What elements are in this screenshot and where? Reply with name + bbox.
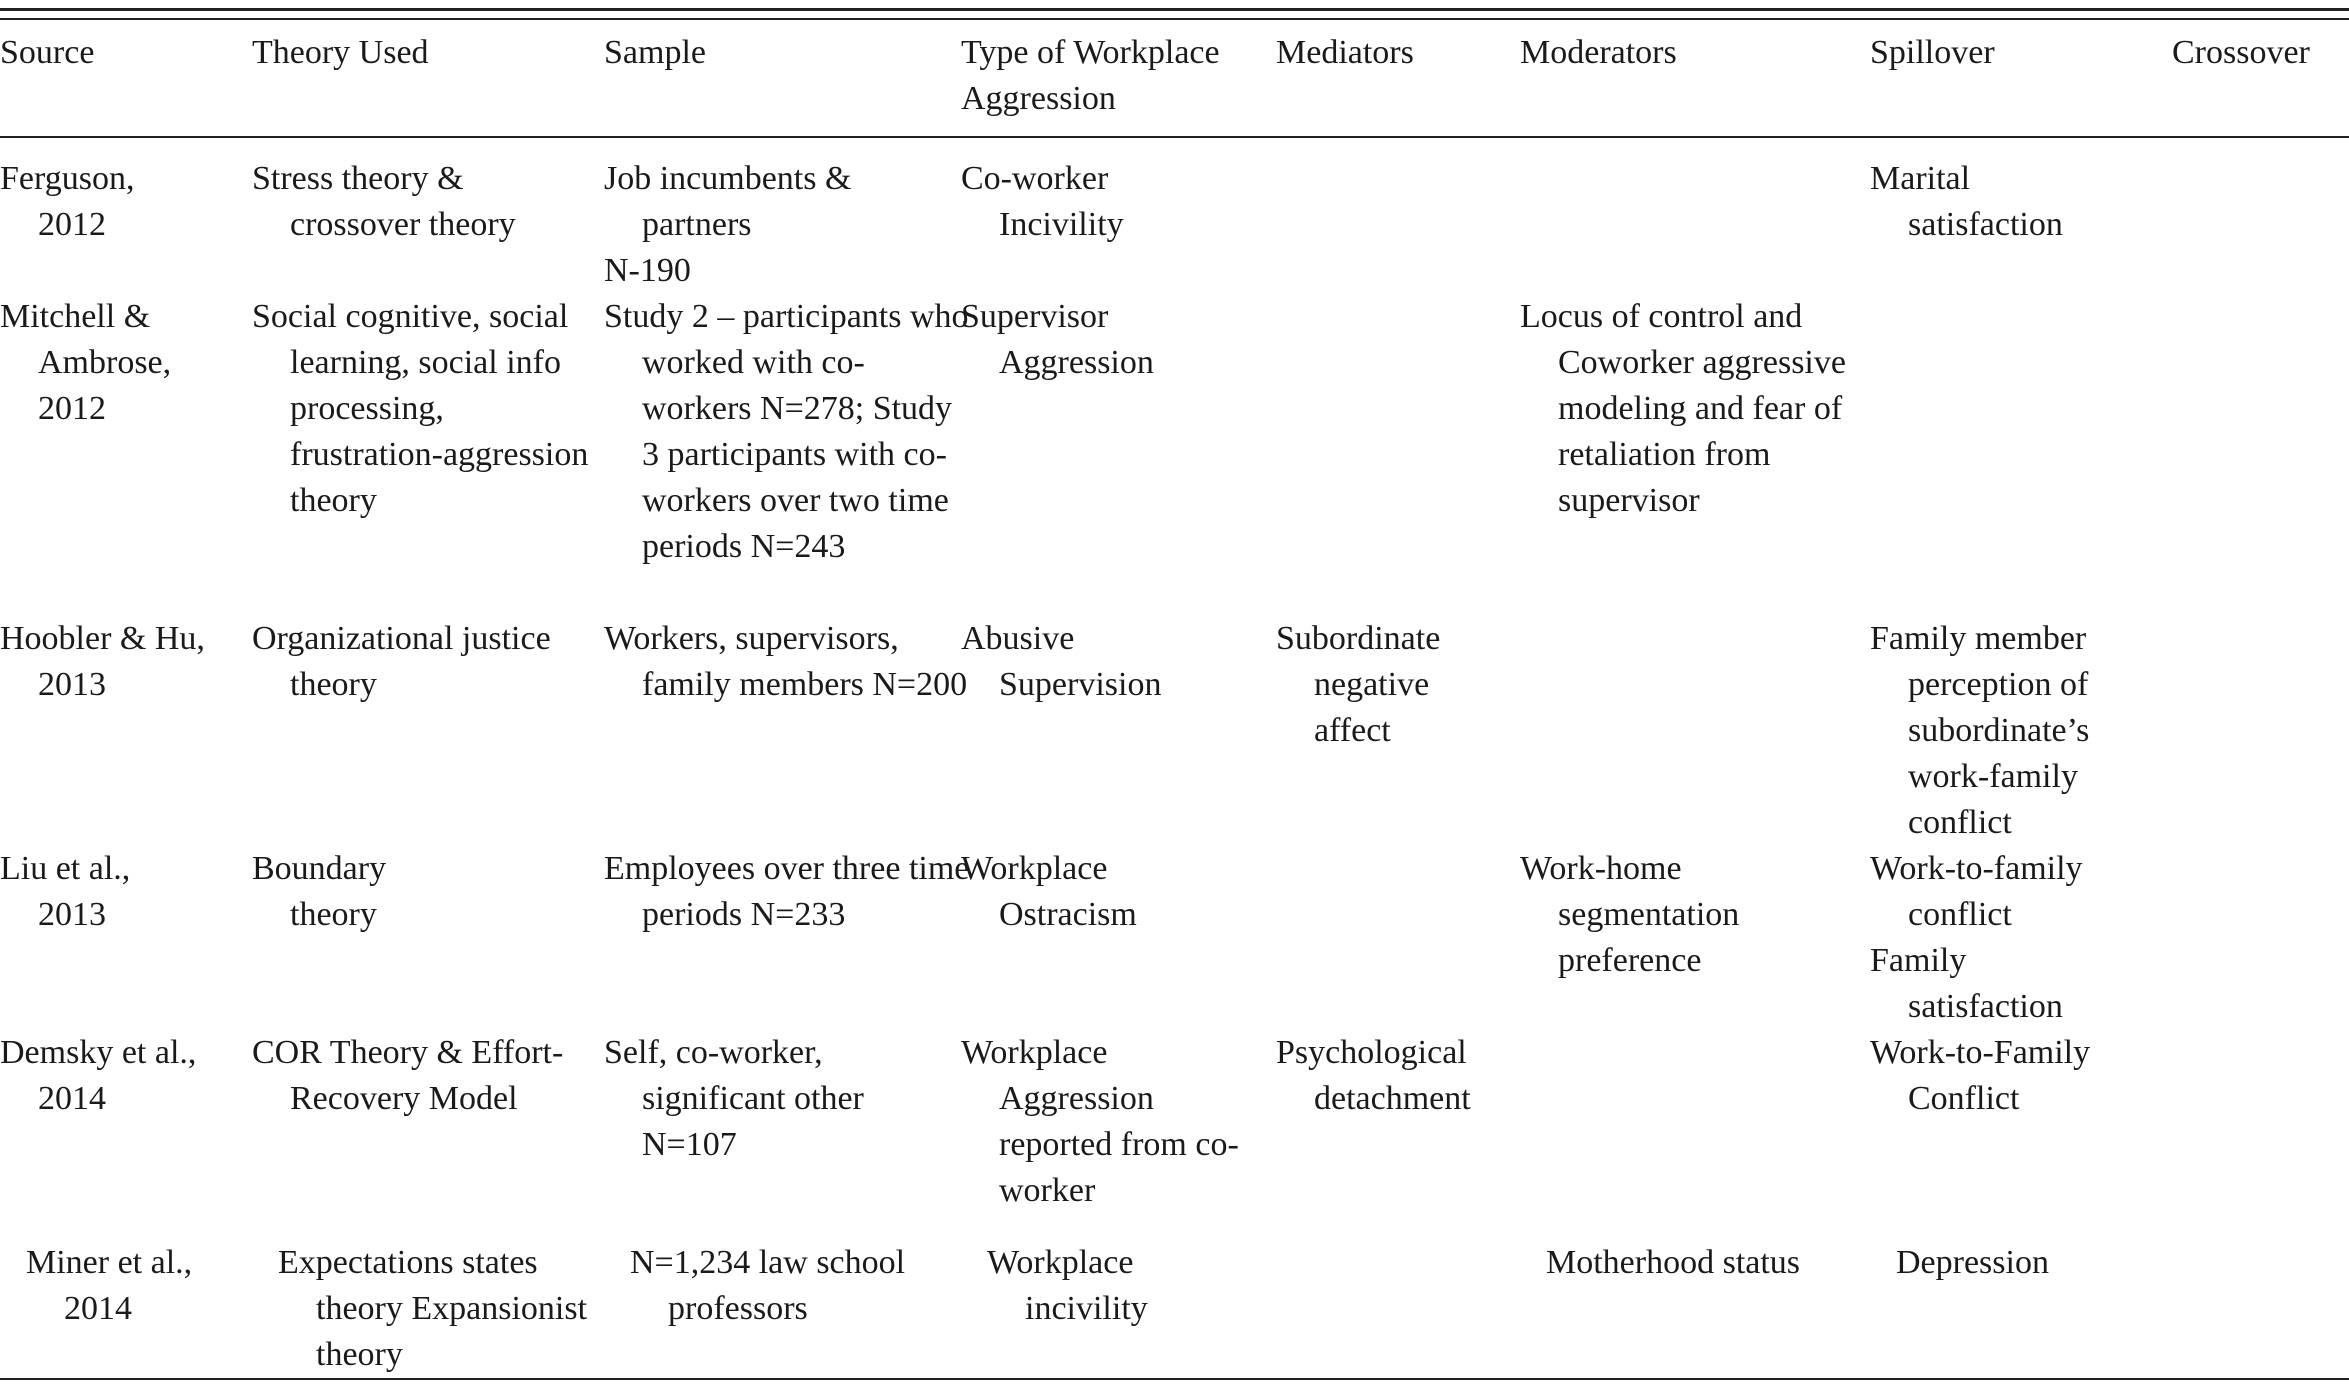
spillover-text: Marital satisfaction [1870,160,2063,243]
cell-mediators [1276,294,1520,616]
header-source: Source [0,34,95,71]
cell-moderators [1520,136,1870,294]
table-row [0,1030,2349,1220]
cell-moderators [1520,294,1870,616]
sample-text: N-190 [604,252,691,289]
cell-type [961,1030,1276,1220]
mediators-text: Subordinate negative affect [1276,620,1441,749]
moderators-text: Motherhood status [1546,1244,1801,1281]
header-row [0,30,2349,136]
cell-source [0,846,252,1030]
mediators-text: Psychological detachment [1276,1034,1471,1117]
cell-spillover [1870,1030,2172,1220]
cell-theory [252,1220,604,1378]
cell-moderators [1520,1030,1870,1220]
table-row [0,846,2349,1030]
cell-spillover [1870,616,2172,846]
table-header [0,30,2349,136]
cell-sample [604,136,961,294]
source-text: Ferguson, 2012 [0,160,135,243]
header-moderators: Moderators [1520,34,1677,71]
cell-type [961,616,1276,846]
cell-sample [604,1030,961,1220]
sample-text: N=1,234 law school professors [630,1244,906,1327]
cell-type [961,1220,1276,1378]
top-rule-thin [0,18,2349,20]
table-row [0,616,2349,846]
source-text: Liu et al., 2013 [0,850,131,933]
spillover-text: Work-to-Family Conflict [1870,1034,2091,1117]
cell-spillover [1870,294,2172,616]
theory-text: COR Theory & Effort-Recovery Model [252,1034,564,1117]
cell-theory [252,294,604,616]
cell-sample [604,846,970,1030]
table-row [0,136,2349,294]
sample-text: Self, co-worker, significant other N=107 [604,1034,864,1163]
type-text: Workplace incivility [987,1244,1148,1327]
cell-spillover [1870,1220,2172,1378]
sample-text: Study 2 – participants who worked with co-workers N=278; Study 3 participants with co-workers over two time periods N=243 [604,298,969,565]
table-body [0,136,2349,1378]
cell-mediators [1276,1220,1520,1378]
sample-text: Employees over three time periods N=233 [604,850,970,933]
header-theory-used: Theory Used [252,34,429,71]
cell-theory [252,1030,604,1220]
cell-crossover [2172,1030,2349,1220]
cell-moderators [1520,1220,1870,1378]
cell-theory [252,136,604,294]
header-type-of-workplace-aggression [961,30,1276,136]
theory-text: Social cognitive, social learning, social info processing, frustration-aggression theory [252,298,589,519]
cell-crossover [2172,616,2349,846]
type-text: Abusive Supervision [961,620,1162,703]
source-text: Demsky et al., 2014 [0,1034,197,1117]
cell-mediators [1276,1030,1520,1220]
header-spillover: Spillover [1870,34,1995,71]
header-mediators: Mediators [1276,34,1414,71]
moderators-text: Locus of control and Coworker aggressive modeling and fear of retaliation from supervisor [1520,298,1846,519]
cell-sample [604,294,969,616]
sample-text: Workers, supervisors, family members N=200 [604,620,968,703]
type-text: Supervisor Aggression [961,298,1154,381]
spillover-text: Depression [1896,1244,2049,1281]
cell-sample [604,1220,961,1378]
cell-moderators [1520,616,1870,846]
cell-sample [604,616,968,846]
sample-text: Job incumbents & partners [604,160,852,243]
bottom-rule [0,1378,2349,1380]
cell-mediators [1276,616,1520,846]
moderators-text: Work-home segmentation preference [1520,850,1740,979]
table-row [0,294,2349,616]
spillover-text: Family satisfaction [1870,942,2063,1025]
cell-source [0,1220,252,1378]
cell-theory [252,616,604,846]
cell-crossover [2172,136,2349,294]
cell-moderators [1520,846,1870,1030]
header-type-text: Type of Workplace Aggression [961,34,1220,117]
type-text: Workplace Ostracism [961,850,1137,933]
theory-text: Organizational justice theory [252,620,551,703]
cell-mediators [1276,846,1520,1030]
cell-type [961,136,1276,294]
cell-source [0,136,252,294]
type-text: Co-worker Incivility [961,160,1124,243]
cell-source [0,294,252,616]
cell-crossover [2172,1220,2349,1378]
theory-text: Stress theory & crossover theory [252,160,516,243]
cell-mediators [1276,136,1520,294]
source-text: Hoobler & Hu, 2013 [0,620,205,703]
header-sample: Sample [604,34,706,71]
cell-type [961,846,1276,1030]
header-crossover: Crossover [2172,34,2310,71]
top-rule-thick [0,8,2349,11]
cell-spillover [1870,136,2172,294]
spillover-text: Family member perception of subordinate’s work-family conflict [1870,620,2090,841]
literature-table [0,30,2349,1378]
cell-source [0,616,252,846]
type-text: Workplace Aggression reported from co-worker [961,1034,1239,1209]
cell-spillover [1870,846,2172,1030]
cell-source [0,1030,252,1220]
theory-text: Boundary theory [252,850,387,933]
cell-theory [252,846,604,1030]
cell-crossover [2172,294,2349,616]
cell-crossover [2172,846,2349,1030]
table-row [0,1220,2349,1378]
source-text: Miner et al., 2014 [26,1244,193,1327]
theory-text: Expectations states theory Expansionist theory [278,1244,588,1373]
source-text: Mitchell & Ambrose, 2012 [0,298,172,427]
cell-type [961,294,1276,616]
spillover-text: Work-to-family conflict [1870,850,2083,933]
